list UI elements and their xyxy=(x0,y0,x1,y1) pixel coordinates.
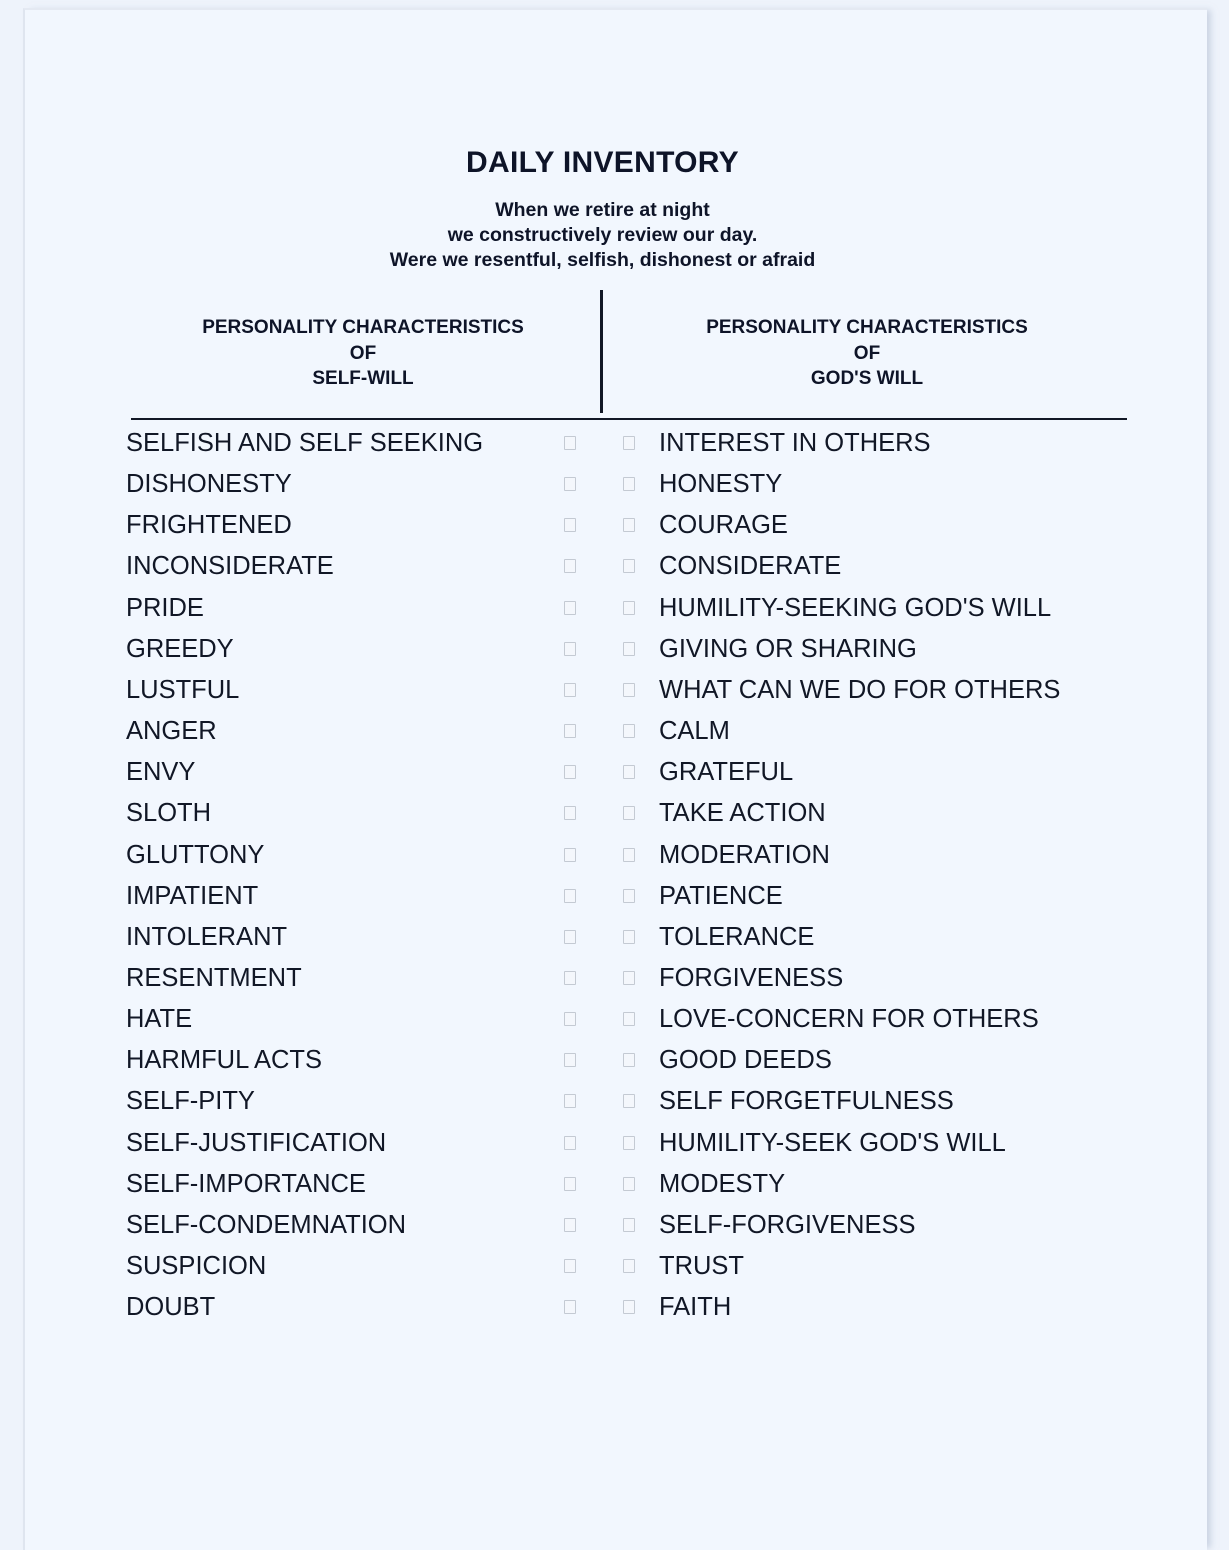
self-will-trait: DISHONESTY xyxy=(126,470,292,499)
self-will-trait: SELFISH AND SELF SEEKING xyxy=(126,429,484,457)
gods-will-checkbox[interactable] xyxy=(623,1300,635,1314)
gods-will-trait: SELF-FORGIVENESS xyxy=(659,1210,916,1239)
gods-will-checkbox[interactable] xyxy=(623,518,635,532)
gods-will-checkbox[interactable] xyxy=(623,1012,635,1026)
gods-will-checkbox[interactable] xyxy=(623,724,635,738)
gods-will-trait: LOVE-CONCERN FOR OTHERS xyxy=(659,1005,1039,1034)
inventory-row xyxy=(0,675,1229,716)
gods-will-trait: GOOD DEEDS xyxy=(659,1046,832,1075)
self-will-checkbox[interactable] xyxy=(564,1300,576,1314)
inventory-row xyxy=(0,428,1229,469)
gods-will-checkbox[interactable] xyxy=(623,1259,635,1273)
gods-will-checkbox[interactable] xyxy=(623,806,635,820)
inventory-row xyxy=(0,1210,1229,1251)
self-will-checkbox[interactable] xyxy=(564,1136,576,1150)
subtitle-line: Were we resentful, selfish, dishonest or afraid xyxy=(389,249,816,271)
column-header-line: OF xyxy=(853,342,881,364)
self-will-checkbox[interactable] xyxy=(564,642,576,656)
gods-will-trait: HUMILITY-SEEKING GOD'S WILL xyxy=(659,593,1052,622)
gods-will-checkbox[interactable] xyxy=(623,436,635,450)
inventory-row xyxy=(0,593,1229,634)
inventory-row xyxy=(0,840,1229,881)
gods-will-trait: CALM xyxy=(659,717,730,746)
self-will-checkbox[interactable] xyxy=(564,683,576,697)
self-will-checkbox[interactable] xyxy=(564,765,576,779)
self-will-checkbox[interactable] xyxy=(564,601,576,615)
self-will-trait: GREEDY xyxy=(126,634,234,663)
gods-will-checkbox[interactable] xyxy=(623,559,635,573)
inventory-row xyxy=(0,1251,1229,1292)
gods-will-trait: PATIENCE xyxy=(659,881,783,910)
self-will-checkbox[interactable] xyxy=(564,436,576,450)
self-will-trait: PRIDE xyxy=(126,593,204,622)
gods-will-trait: TAKE ACTION xyxy=(659,799,826,828)
self-will-trait: DOUBT xyxy=(126,1293,216,1322)
gods-will-trait: GRATEFUL xyxy=(659,758,794,787)
self-will-checkbox[interactable] xyxy=(564,1259,576,1273)
gods-will-checkbox[interactable] xyxy=(623,889,635,903)
gods-will-trait: MODERATION xyxy=(659,840,830,869)
gods-will-checkbox[interactable] xyxy=(623,601,635,615)
gods-will-trait: GIVING OR SHARING xyxy=(659,634,917,663)
inventory-row xyxy=(0,1169,1229,1210)
gods-will-trait: SELF FORGETFULNESS xyxy=(659,1087,954,1116)
gods-will-trait: HONESTY xyxy=(659,470,783,499)
subtitle xyxy=(0,198,1205,273)
gods-will-trait: FAITH xyxy=(659,1293,732,1322)
self-will-trait: SUSPICION xyxy=(126,1252,267,1280)
column-header-line: GOD'S WILL xyxy=(810,368,924,389)
self-will-trait: FRIGHTENED xyxy=(126,511,292,540)
self-will-checkbox[interactable] xyxy=(564,559,576,573)
gods-will-checkbox[interactable] xyxy=(623,848,635,862)
inventory-row xyxy=(0,469,1229,510)
self-will-trait: ANGER xyxy=(126,717,217,746)
self-will-checkbox[interactable] xyxy=(564,1053,576,1067)
self-will-checkbox[interactable] xyxy=(564,477,576,491)
inventory-row xyxy=(0,757,1229,798)
self-will-checkbox[interactable] xyxy=(564,1094,576,1108)
gods-will-trait: COURAGE xyxy=(659,511,788,540)
gods-will-checkbox[interactable] xyxy=(623,765,635,779)
self-will-checkbox[interactable] xyxy=(564,971,576,985)
inventory-row xyxy=(0,716,1229,757)
self-will-trait: HATE xyxy=(126,1005,193,1034)
inventory-row xyxy=(0,1128,1229,1169)
gods-will-trait: FORGIVENESS xyxy=(659,963,844,992)
self-will-trait: LUSTFUL xyxy=(126,675,240,704)
subtitle-line: When we retire at night xyxy=(495,199,710,221)
self-will-trait: ENVY xyxy=(126,758,196,787)
self-will-trait: SELF-IMPORTANCE xyxy=(126,1169,366,1198)
column-header-gods-will xyxy=(634,315,1100,392)
gods-will-checkbox[interactable] xyxy=(623,1136,635,1150)
inventory-row xyxy=(0,634,1229,675)
self-will-checkbox[interactable] xyxy=(564,889,576,903)
subtitle-line: we constructively review our day. xyxy=(447,224,758,246)
self-will-checkbox[interactable] xyxy=(564,1218,576,1232)
gods-will-trait: WHAT CAN WE DO FOR OTHERS xyxy=(659,675,1061,704)
inventory-row xyxy=(0,881,1229,922)
gods-will-checkbox[interactable] xyxy=(623,1177,635,1191)
self-will-checkbox[interactable] xyxy=(564,806,576,820)
gods-will-trait: CONSIDERATE xyxy=(659,552,842,581)
page-title: DAILY INVENTORY xyxy=(466,146,739,179)
self-will-checkbox[interactable] xyxy=(564,1012,576,1026)
column-header-line: SELF-WILL xyxy=(312,368,414,389)
self-will-trait: INTOLERANT xyxy=(126,922,288,951)
gods-will-trait: MODESTY xyxy=(659,1169,786,1198)
column-header-line: PERSONALITY CHARACTERISTICS xyxy=(202,317,524,338)
gods-will-trait: HUMILITY-SEEK GOD'S WILL xyxy=(659,1128,1006,1157)
gods-will-checkbox[interactable] xyxy=(623,477,635,491)
inventory-row xyxy=(0,510,1229,551)
gods-will-checkbox[interactable] xyxy=(623,1218,635,1232)
inventory-row xyxy=(0,1086,1229,1127)
inventory-row xyxy=(0,922,1229,963)
self-will-trait: RESENTMENT xyxy=(126,963,302,992)
gods-will-checkbox[interactable] xyxy=(623,1094,635,1108)
gods-will-trait: TRUST xyxy=(659,1252,744,1280)
column-header-line: PERSONALITY CHARACTERISTICS xyxy=(706,317,1028,338)
gods-will-trait: TOLERANCE xyxy=(659,922,815,951)
self-will-trait: HARMFUL ACTS xyxy=(126,1046,322,1075)
gods-will-trait: INTEREST IN OTHERS xyxy=(659,429,931,457)
self-will-checkbox[interactable] xyxy=(564,1177,576,1191)
inventory-row xyxy=(0,551,1229,592)
self-will-trait: SELF-CONDEMNATION xyxy=(126,1210,407,1239)
column-header-self-will xyxy=(130,315,596,392)
inventory-row xyxy=(0,963,1229,1004)
inventory-row xyxy=(0,1292,1229,1333)
inventory-row xyxy=(0,798,1229,839)
column-header-line: OF xyxy=(349,342,377,364)
self-will-checkbox[interactable] xyxy=(564,930,576,944)
header-rule xyxy=(131,418,1127,420)
gods-will-checkbox[interactable] xyxy=(623,971,635,985)
column-divider xyxy=(600,290,603,413)
gods-will-checkbox[interactable] xyxy=(623,930,635,944)
self-will-trait: SLOTH xyxy=(126,799,212,828)
self-will-trait: SELF-JUSTIFICATION xyxy=(126,1128,387,1157)
self-will-trait: INCONSIDERATE xyxy=(126,552,334,581)
self-will-trait: GLUTTONY xyxy=(126,840,265,869)
self-will-trait: IMPATIENT xyxy=(126,881,259,910)
gods-will-checkbox[interactable] xyxy=(623,642,635,656)
inventory-row xyxy=(0,1004,1229,1045)
self-will-checkbox[interactable] xyxy=(564,848,576,862)
inventory-row xyxy=(0,1045,1229,1086)
self-will-checkbox[interactable] xyxy=(564,518,576,532)
gods-will-checkbox[interactable] xyxy=(623,683,635,697)
self-will-checkbox[interactable] xyxy=(564,724,576,738)
self-will-trait: SELF-PITY xyxy=(126,1087,255,1116)
gods-will-checkbox[interactable] xyxy=(623,1053,635,1067)
